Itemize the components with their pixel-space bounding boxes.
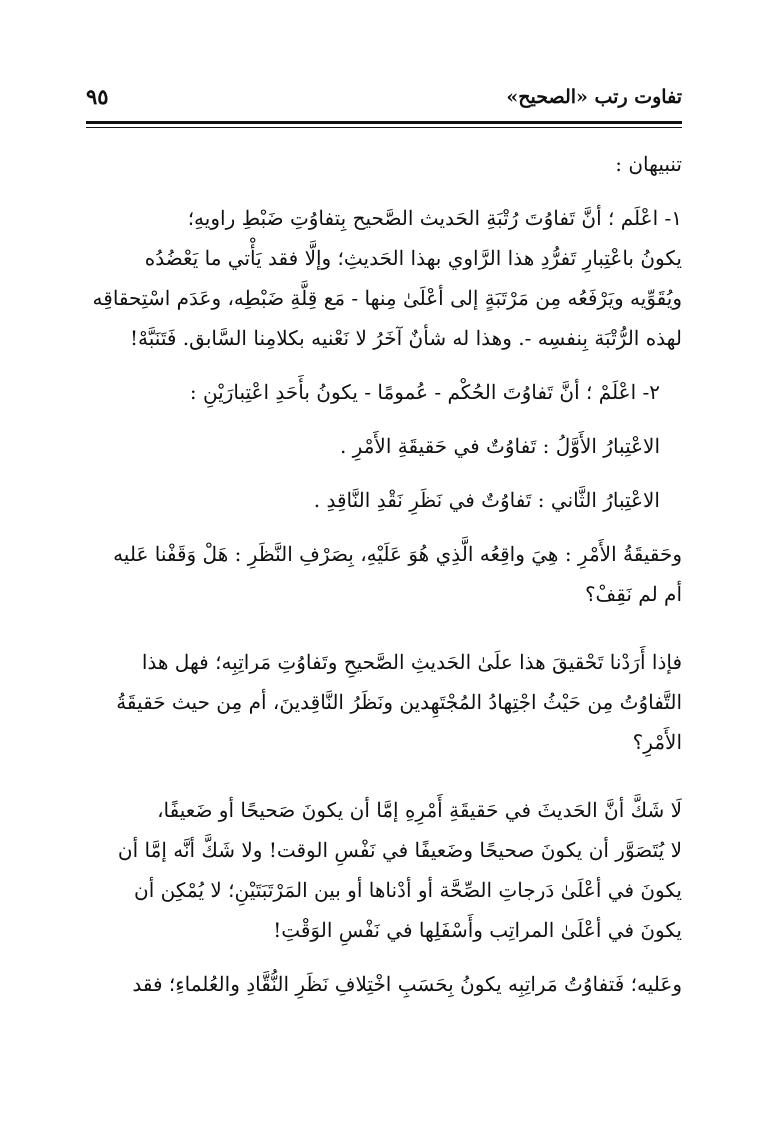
header-rule-thick [86,121,682,124]
page-header [86,82,682,116]
paragraph-6 [82,642,682,762]
paragraph-4: الاعْتِبارُ الثَّاني : تَفاوُتٌ في نَظَرِ نَقْدِ النَّاقِدِ . [313,488,660,512]
paragraph-line: لهذه الرُّتْبَة بِنفسِه -. وهذا له شأنٌ آخَرُ لا نَعْنيه بكلامِنا السَّابق. فَتَنَبَّهْ! [130,326,682,350]
paragraph-line: فإذا أَرَدْنا تَحْقيقَ هذا علَىٰ الحَديثِ الصَّحيحِ وتَفاوُتِ مَراتِبِه؛ فهل هذا [141,650,682,674]
paragraph-line: يكونَ في أعْلَىٰ دَرجاتِ الصِّحَّة أو أدْناها أو بين المَرْتَبَتَيْنِ؛ لا يُمْكِن أن [134,878,682,902]
paragraph-line: الأَمْرِ؟ [632,730,682,754]
paragraph-line: لَا شَكَّ أنَّ الحَديثَ في حَقيقَةِ أَمْرِهِ إمَّا أن يكونَ صَحيحًا أو ضَعيفًا، [157,798,682,822]
paragraph-line: التَّفاوُتُ مِن حَيْثُ اجْتِهادُ المُجْتَهِدين ونَظَرُ النَّاقِدينَ، أم مِن حيث حَقيقَةُ [116,690,682,714]
paragraph-line: يكونَ في أعْلَىٰ المراتِب وأَسْفَلِها في نَفْسِ الوَقْتِ! [273,918,682,942]
paragraph-line: يكونُ باعْتِبارِ تَفرُّدِ هذا الرَّاوي بهذا الحَديثِ؛ وإلَّا فقد يَأْتي ما يَعْضُدُه [144,246,682,270]
paragraph-line: أم لم نَقِفْ؟ [584,582,682,606]
paragraph-line: لا يُتَصَوَّر أن يكونَ صحيحًا وضَعيفًا في نَفْسِ الوقت! ولا شَكَّ أنَّه إمَّا أن [117,838,682,862]
paragraph-line: ويُقَوِّيه ويَرْفَعُه مِن مَرْتَبَةٍ إلى أعْلَىٰ مِنها - مَع قِلَّةِ ضَبْطِه، وعَدَم اسْتِحقاقِه [92,286,682,310]
paragraph-line: وحَقيقَةُ الأَمْرِ : هِيَ واقِعُه الَّذِي هُوَ عَلَيْهِ، بِصَرْفِ النَّظَرِ : هَلْ وَقَفْنا عَليه [113,542,682,566]
header-rule-thin [86,127,682,128]
section-heading: تنبيهان : [615,152,682,176]
paragraph-5 [82,534,682,614]
paragraph-2: ٢- اعْلَمْ ؛ أنَّ تَفاوُتَ الحُكْم - عُمومًا - يكونُ بأَحَدِ اعْتِبارَيْنِ : [189,380,660,404]
paragraph-line: ١- اعْلَم ؛ أنَّ تَفاوُتَ رُتْبَةِ الحَديث الصَّحيح بِتفاوُتِ ضَبْطِ راويهِ؛ [187,206,682,230]
paragraph-8: وعَليه؛ فَتفاوُتُ مَراتِبِه يكونُ بِحَسَبِ اخْتِلافِ نَظَرِ النُّقَّادِ والعُلماءِ؛ فقد [132,972,682,996]
paragraph-1 [82,198,682,358]
running-title: تفاوت رتب «الصحيح» [506,86,682,108]
paragraph-7 [82,790,682,950]
paragraph-3: الاعْتِبارُ الأَوَّلُ : تَفاوُتٌ في حَقيقَةِ الأَمْرِ . [339,434,660,458]
body-text [82,140,682,1004]
page-number: ٩٥ [86,84,109,109]
